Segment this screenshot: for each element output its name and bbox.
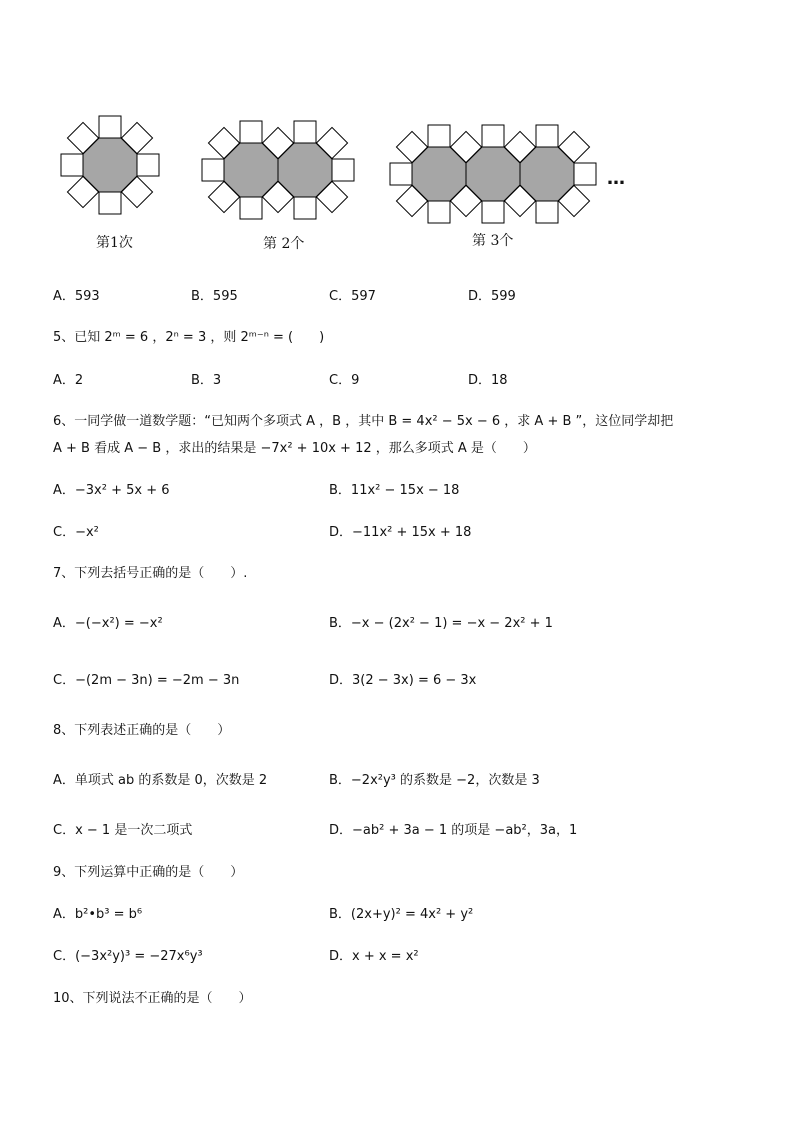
- q5-option-d: D．18: [468, 373, 508, 388]
- figure-3-octagons: [390, 125, 596, 223]
- q8-option-b: B．−2x²y³ 的系数是 −2，次数是 3: [329, 773, 540, 788]
- q5-option-a: A．2: [53, 373, 84, 388]
- q7-option-a: A．−(−x²) = −x²: [53, 616, 163, 631]
- q8-option-c: C．x − 1 是一次二项式: [53, 823, 193, 838]
- q9-stem: 9、下列运算中正确的是（ ）: [53, 865, 244, 880]
- figure-ellipsis: …: [607, 168, 625, 189]
- q5-stem: 5、已知 2ᵐ = 6 ，2ⁿ = 3 ，则 2ᵐ⁻ⁿ = ( ): [53, 330, 325, 345]
- q6-option-a: A．−3x² + 5x + 6: [53, 483, 170, 498]
- q8-stem: 8、下列表述正确的是（ ）: [53, 723, 231, 738]
- q9-option-c: C．(−3x²y)³ = −27x⁶y³: [53, 949, 203, 964]
- q5-option-b: B．3: [191, 373, 222, 388]
- q4-option-d: D．599: [468, 289, 516, 304]
- q4-option-b: B．595: [191, 289, 238, 304]
- figure-2-octagons: [202, 121, 354, 219]
- q4-option-a: A．593: [53, 289, 100, 304]
- q10-stem: 10、下列说法不正确的是（ ）: [53, 991, 252, 1006]
- q9-option-b: B．(2x+y)² = 4x² + y²: [329, 907, 474, 922]
- q7-stem: 7、下列去括号正确的是（ ）.: [53, 566, 248, 581]
- q6-option-b: B．11x² − 15x − 18: [329, 483, 460, 498]
- q6-stem-line2: A + B 看成 A − B ，求出的结果是 −7x² + 10x + 12 ，那么多项式 A 是（ ）: [53, 441, 536, 456]
- q9-option-d: D．x + x = x²: [329, 949, 419, 964]
- figure-3-caption: 第 3个: [472, 233, 514, 249]
- q7-option-b: B．−x − (2x² − 1) = −x − 2x² + 1: [329, 616, 553, 631]
- q7-option-c: C．−(2m − 3n) = −2m − 3n: [53, 673, 240, 688]
- q6-stem-line1: 6、一同学做一道数学题：“已知两个多项式 A ，B ，其中 B = 4x² − 5x − 6 ，求 A + B ”，这位同学却把: [53, 414, 674, 429]
- q8-option-d: D．−ab² + 3a − 1 的项是 −ab²，3a，1: [329, 823, 578, 838]
- q8-option-a: A．单项式 ab 的系数是 0，次数是 2: [53, 773, 268, 788]
- figure-2-caption: 第 2个: [263, 236, 305, 252]
- figure-1-caption: 第1次: [96, 235, 133, 251]
- q9-option-a: A．b²•b³ = b⁶: [53, 907, 143, 922]
- octagon-pattern-figure: [0, 0, 794, 260]
- figure-1-octagon: [61, 116, 159, 214]
- q6-option-c: C．−x²: [53, 525, 99, 540]
- q7-option-d: D．3(2 − 3x) = 6 − 3x: [329, 673, 477, 688]
- q6-option-d: D．−11x² + 15x + 18: [329, 525, 472, 540]
- q5-option-c: C．9: [329, 373, 360, 388]
- q4-option-c: C．597: [329, 289, 376, 304]
